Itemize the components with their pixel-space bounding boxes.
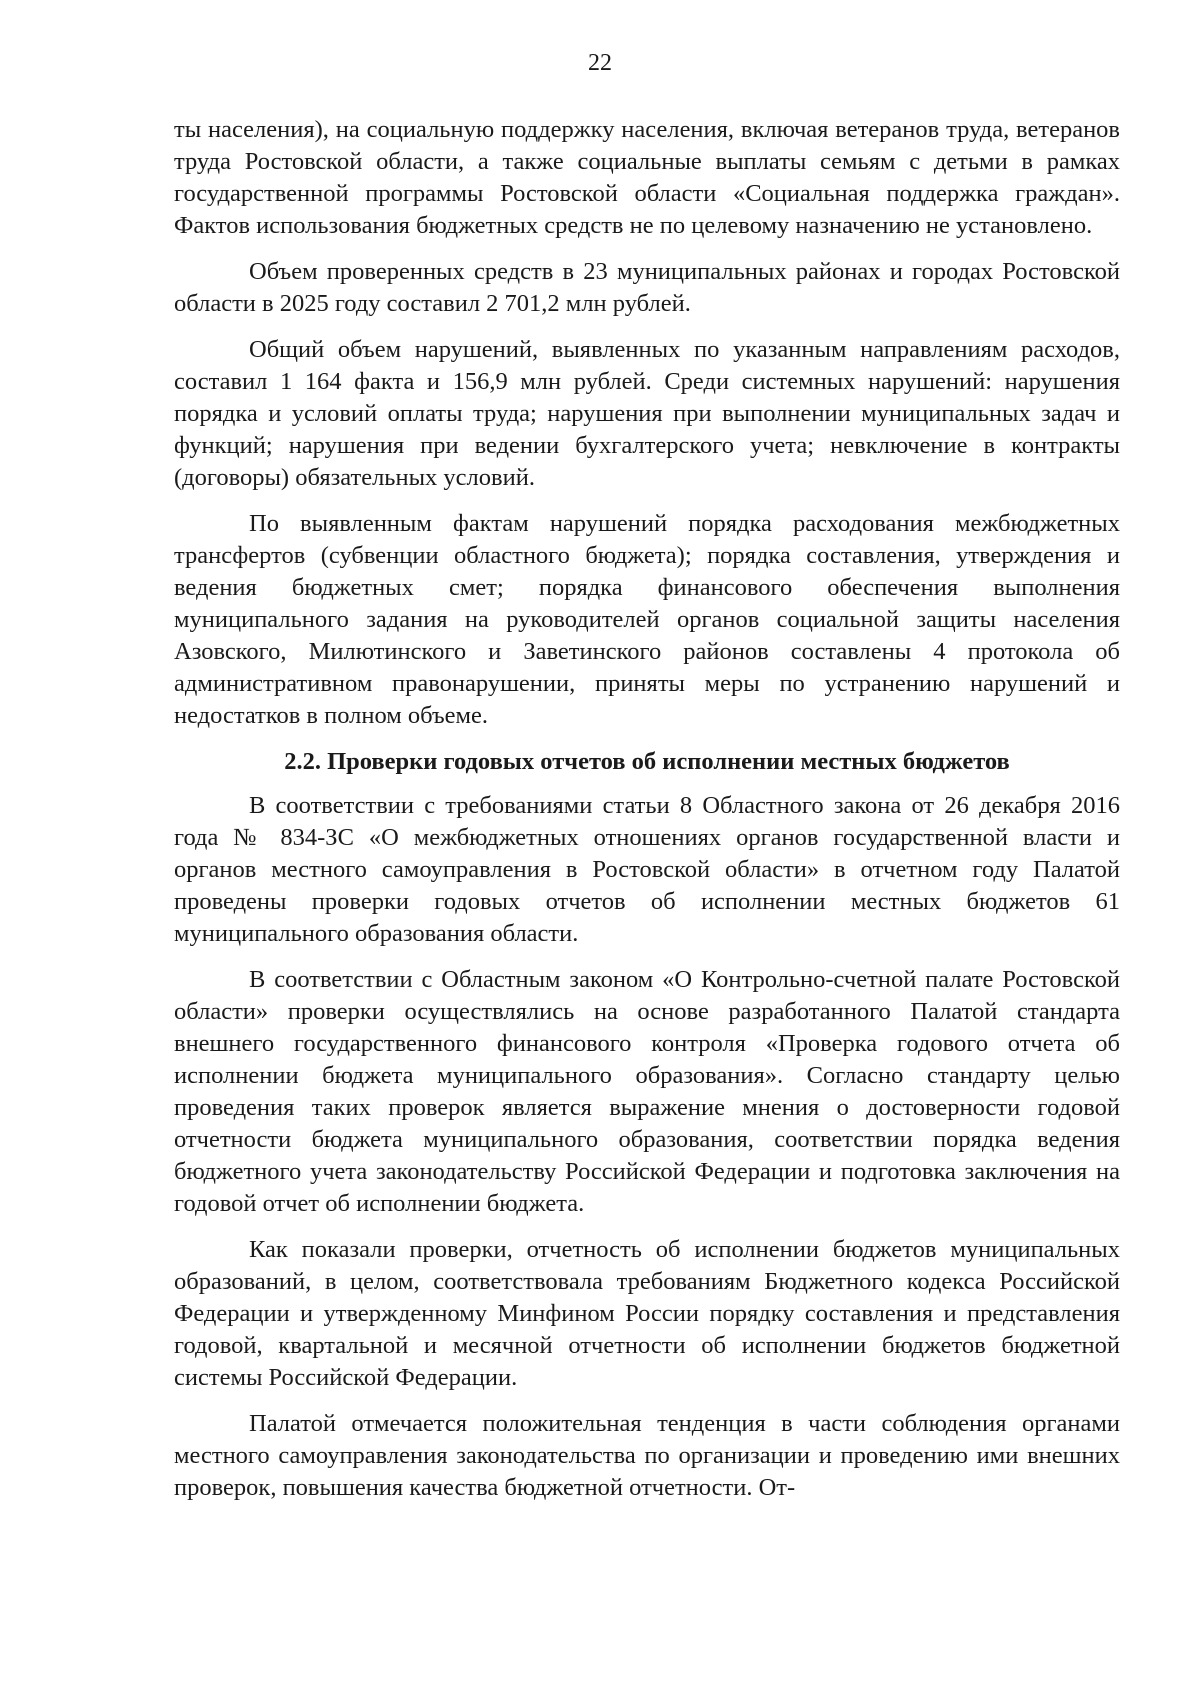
section-heading: 2.2. Проверки годовых отчетов об исполнении местных бюджетов: [284, 748, 1010, 775]
paragraph-law-requirements: В соответствии с требованиями статьи 8 Областного закона от 26 декабря 2016 года № 834-ЗС «О межбюджетных отношениях органов государственной власти и органов местного самоуправления в Ростовской области» в отчетном году Палатой проведены проверки годовых отчетов об исполнении местных бюджетов 61 муниципального образования области.: [174, 792, 1120, 947]
paragraph-compliance: Как показали проверки, отчетность об исполнении бюджетов муниципальных образований, в целом, соответствовала требованиям Бюджетного кодекса Российской Федерации и утвержденному Минфином России порядку составления и представления годовой, квартальной и месячной отчетности об исполнении бюджетов бюджетной системы Российской Федерации.: [174, 1236, 1120, 1391]
paragraph-protocols: По выявленным фактам нарушений порядка расходования межбюджетных трансфертов (субвенции областного бюджета); порядка составления, утверждения и ведения бюджетных смет; порядка финансового обеспечения выполнения муниципального задания на руководителей органов социальной защиты населения Азовского, Милютинского и Заветинского районов составлены 4 протокола об административном правонарушении, приняты меры по устранению нарушений и недостатков в полном объеме.: [174, 510, 1120, 729]
page-number: 22: [588, 50, 612, 76]
paragraph-violations-total: Общий объем нарушений, выявленных по указанным направлениям расходов, составил 1 164 факта и 156,9 млн рублей. Среди системных нарушений: нарушения порядка и условий оплаты труда; нарушения при выполнении муниципальных задач и функций; нарушения при ведении бухгалтерского учета; невключение в контракты (договоры) обязательных условий.: [174, 336, 1120, 491]
paragraph-standard: В соответствии с Областным законом «О Контрольно-счетной палате Ростовской области» проверки осуществлялись на основе разработанного Палатой стандарта внешнего государственного финансового контроля «Проверка годового отчета об исполнении бюджета муниципального образования». Согласно стандарту целью проведения таких проверок является выражение мнения о достоверности годовой отчетности бюджета муниципального образования, соответствии порядка ведения бюджетного учета законодательству Российской Федерации и подготовка заключения на годовой отчет об исполнении бюджета.: [174, 966, 1120, 1217]
paragraph-audited-funds: Объем проверенных средств в 23 муниципальных районах и городах Ростовской области в 2025 году составил 2 701,2 млн рублей.: [174, 258, 1120, 317]
paragraph-positive-trend: Палатой отмечается положительная тенденция в части соблюдения органами местного самоуправления законодательства по организации и проведению ими внешних проверок, повышения качества бюджетной отчетности. От-: [174, 1410, 1120, 1501]
document-body: [174, 114, 1120, 1518]
paragraph-continued: ты населения), на социальную поддержку населения, включая ветеранов труда, ветеранов труда Ростовской области, а также социальные выплаты семьям с детьми в рамках государственной программы Ростовской области «Социальная поддержка граждан». Фактов использования бюджетных средств не по целевому назначению не установлено.: [174, 116, 1120, 239]
